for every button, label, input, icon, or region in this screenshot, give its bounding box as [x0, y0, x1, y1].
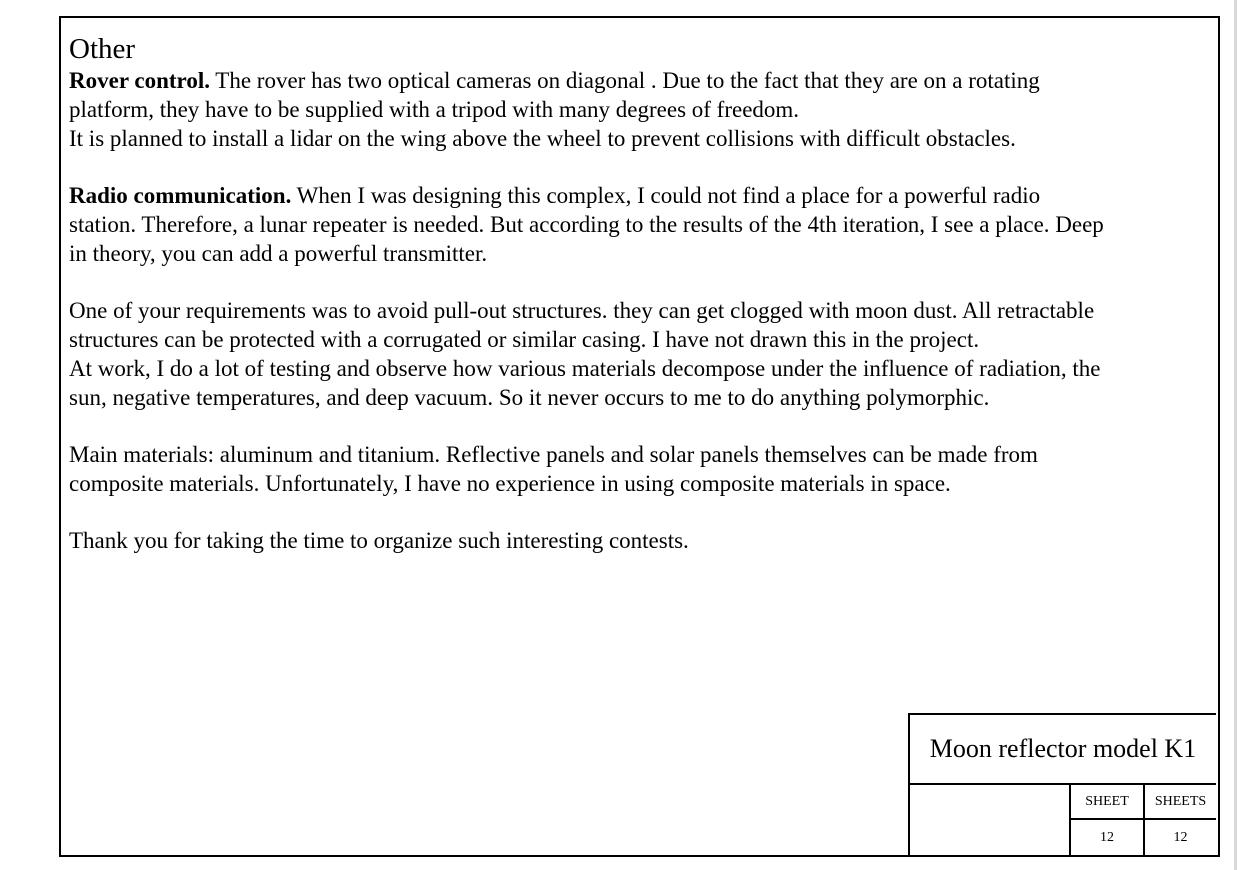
sheets-label: SHEETS: [1145, 785, 1216, 820]
requirements-line-2: structures can be protected with a corrugated or similar casing. I have not drawn this in the project.: [69, 327, 980, 352]
rover-line-1-text: The rover has two optical cameras on diagonal . Due to the fact that they are on a rotating: [209, 68, 1040, 93]
sheets-total: 12: [1173, 829, 1188, 845]
rover-line-3: It is planned to install a lidar on the wing above the wheel to prevent collisions with difficult obstacles.: [69, 126, 1016, 151]
title-block: [908, 713, 1216, 855]
requirements-line-1: One of your requirements was to avoid pull-out structures. they can get clogged with moon dust. All retractable: [69, 298, 1095, 323]
requirements-line-3: At work, I do a lot of testing and observe how various materials decompose under the influence of radiation, the: [69, 356, 1101, 381]
title-block-blank-cell: [910, 785, 1071, 855]
radio-communication-heading: Radio communication.: [69, 183, 292, 208]
thanks-paragraph: Thank you for taking the time to organize such interesting contests.: [69, 528, 689, 553]
sheet-content: [69, 32, 1204, 555]
rover-control-heading: Rover control.: [69, 68, 210, 93]
radio-communication-paragraph: [69, 181, 1204, 268]
materials-line-1: Main materials: aluminum and titanium. Reflective panels and solar panels themselves can be made from: [69, 442, 1038, 467]
rover-control-paragraph: [69, 66, 1204, 153]
section-title: Other: [69, 33, 136, 65]
requirements-line-4: sun, negative temperatures, and deep vacuum. So it never occurs to me to do anything polymorphic.: [69, 385, 990, 410]
project-name: Moon reflector model K1: [910, 715, 1216, 785]
rover-line-1: [69, 66, 1204, 95]
rover-line-2: platform, they have to be supplied with a tripod with many degrees of freedom.: [69, 97, 800, 122]
materials-line-2: composite materials. Unfortunately, I have no experience in using composite materials in space.: [69, 471, 951, 496]
sheet-label: SHEET: [1071, 785, 1145, 820]
sheet-number: 12: [1071, 820, 1145, 855]
radio-line-1-text: When I was designing this complex, I could not find a place for a powerful radio: [291, 183, 1041, 208]
drawing-sheet: [59, 16, 1220, 857]
radio-line-2: station. Therefore, a lunar repeater is needed. But according to the results of the 4th iteration, I see a place. Deep: [69, 212, 1104, 237]
radio-line-3: in theory, you can add a powerful transmitter.: [69, 241, 488, 266]
materials-paragraph: [69, 440, 1204, 498]
radio-line-1: [69, 181, 1204, 210]
requirements-paragraph: [69, 296, 1204, 412]
